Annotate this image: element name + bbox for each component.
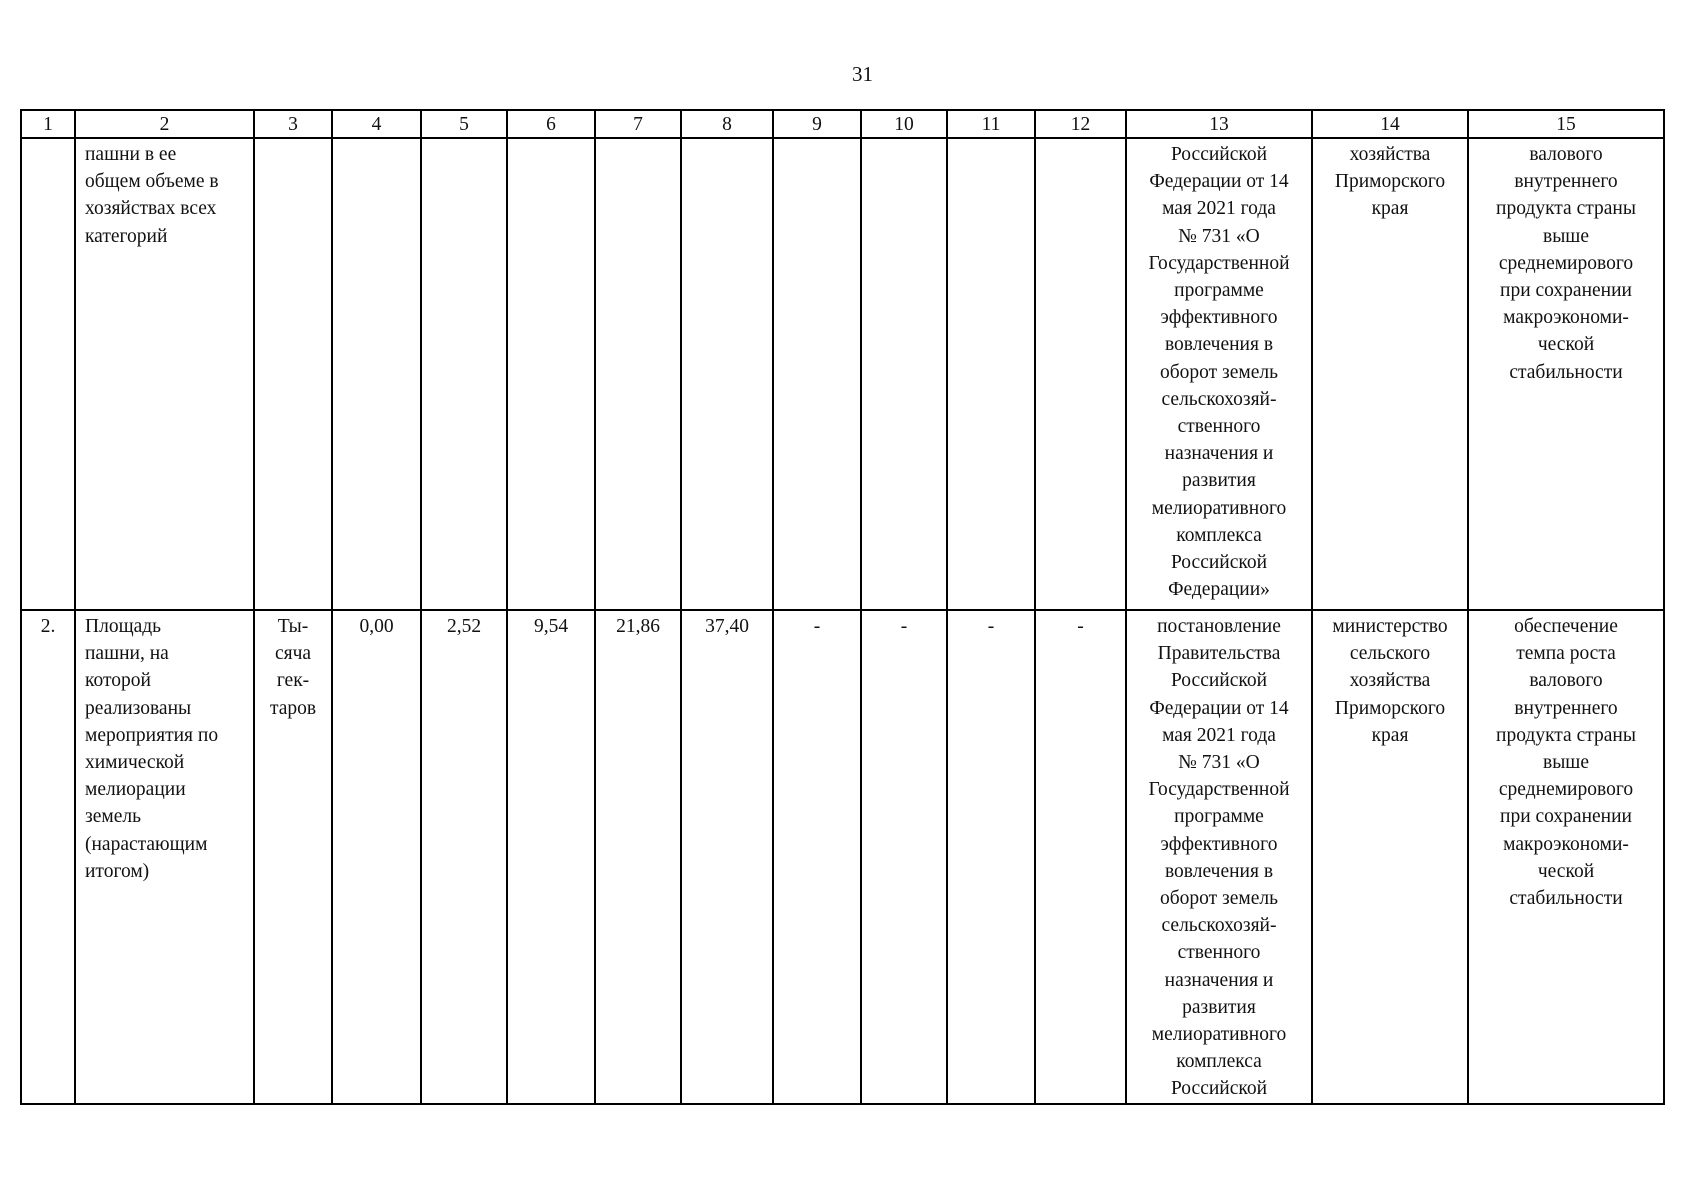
column-number: 12	[1035, 110, 1126, 138]
legal-basis: постановление Правительства Российской Федерации от 14 мая 2021 года № 731 «О Государственной программе эффективного вовлечения в оборот земель сельскохозяй- ственного назначения и развития мелиоративного комплекса Российской	[1126, 610, 1312, 1104]
table-row	[21, 610, 1664, 1104]
column-number: 1	[21, 110, 75, 138]
legal-basis: Российской Федерации от 14 мая 2021 года № 731 «О Государственной программе эффективного вовлечения в оборот земель сельскохозяй- ственного назначения и развития мелиоративного комплекса Российской Федерации»	[1126, 138, 1312, 610]
value-cell: -	[861, 610, 947, 1104]
unit	[254, 138, 332, 610]
column-number: 14	[1312, 110, 1468, 138]
indicator-name: пашни в ее общем объеме в хозяйствах всех категорий	[75, 138, 254, 610]
value-cell: 21,86	[595, 610, 681, 1104]
value-cell: 37,40	[681, 610, 773, 1104]
column-number: 8	[681, 110, 773, 138]
value-cell	[681, 138, 773, 610]
row-number	[21, 138, 75, 610]
value-cell: -	[773, 610, 861, 1104]
value-cell: -	[1035, 610, 1126, 1104]
responsible-body: хозяйства Приморского края	[1312, 138, 1468, 610]
value-cell	[947, 138, 1035, 610]
column-number: 15	[1468, 110, 1664, 138]
goal-link: обеспечение темпа роста валового внутреннего продукта страны выше среднемирового при сохранении макроэкономи- ческой стабильности	[1468, 610, 1664, 1104]
column-number: 11	[947, 110, 1035, 138]
column-number: 4	[332, 110, 421, 138]
column-number: 5	[421, 110, 507, 138]
column-number: 6	[507, 110, 595, 138]
value-cell: 0,00	[332, 610, 421, 1104]
page-number: 31	[852, 62, 873, 86]
column-number: 2	[75, 110, 254, 138]
indicator-name: Площадь пашни, на которой реализованы мероприятия по химической мелиорации земель (нарастающим итогом)	[75, 610, 254, 1104]
table-row	[21, 138, 1664, 610]
value-cell	[773, 138, 861, 610]
column-number: 10	[861, 110, 947, 138]
value-cell	[861, 138, 947, 610]
column-number: 9	[773, 110, 861, 138]
value-cell: -	[947, 610, 1035, 1104]
value-cell	[595, 138, 681, 610]
column-number-row	[21, 110, 1664, 138]
column-number: 13	[1126, 110, 1312, 138]
value-cell	[332, 138, 421, 610]
unit: Ты- сяча гек- таров	[254, 610, 332, 1104]
indicators-table	[20, 109, 1665, 1105]
value-cell: 2,52	[421, 610, 507, 1104]
value-cell: 9,54	[507, 610, 595, 1104]
value-cell	[421, 138, 507, 610]
column-number: 3	[254, 110, 332, 138]
goal-link: валового внутреннего продукта страны выше среднемирового при сохранении макроэкономи- ческой стабильности	[1468, 138, 1664, 610]
value-cell	[1035, 138, 1126, 610]
value-cell	[507, 138, 595, 610]
row-number: 2.	[21, 610, 75, 1104]
column-number: 7	[595, 110, 681, 138]
responsible-body: министерство сельского хозяйства Приморского края	[1312, 610, 1468, 1104]
